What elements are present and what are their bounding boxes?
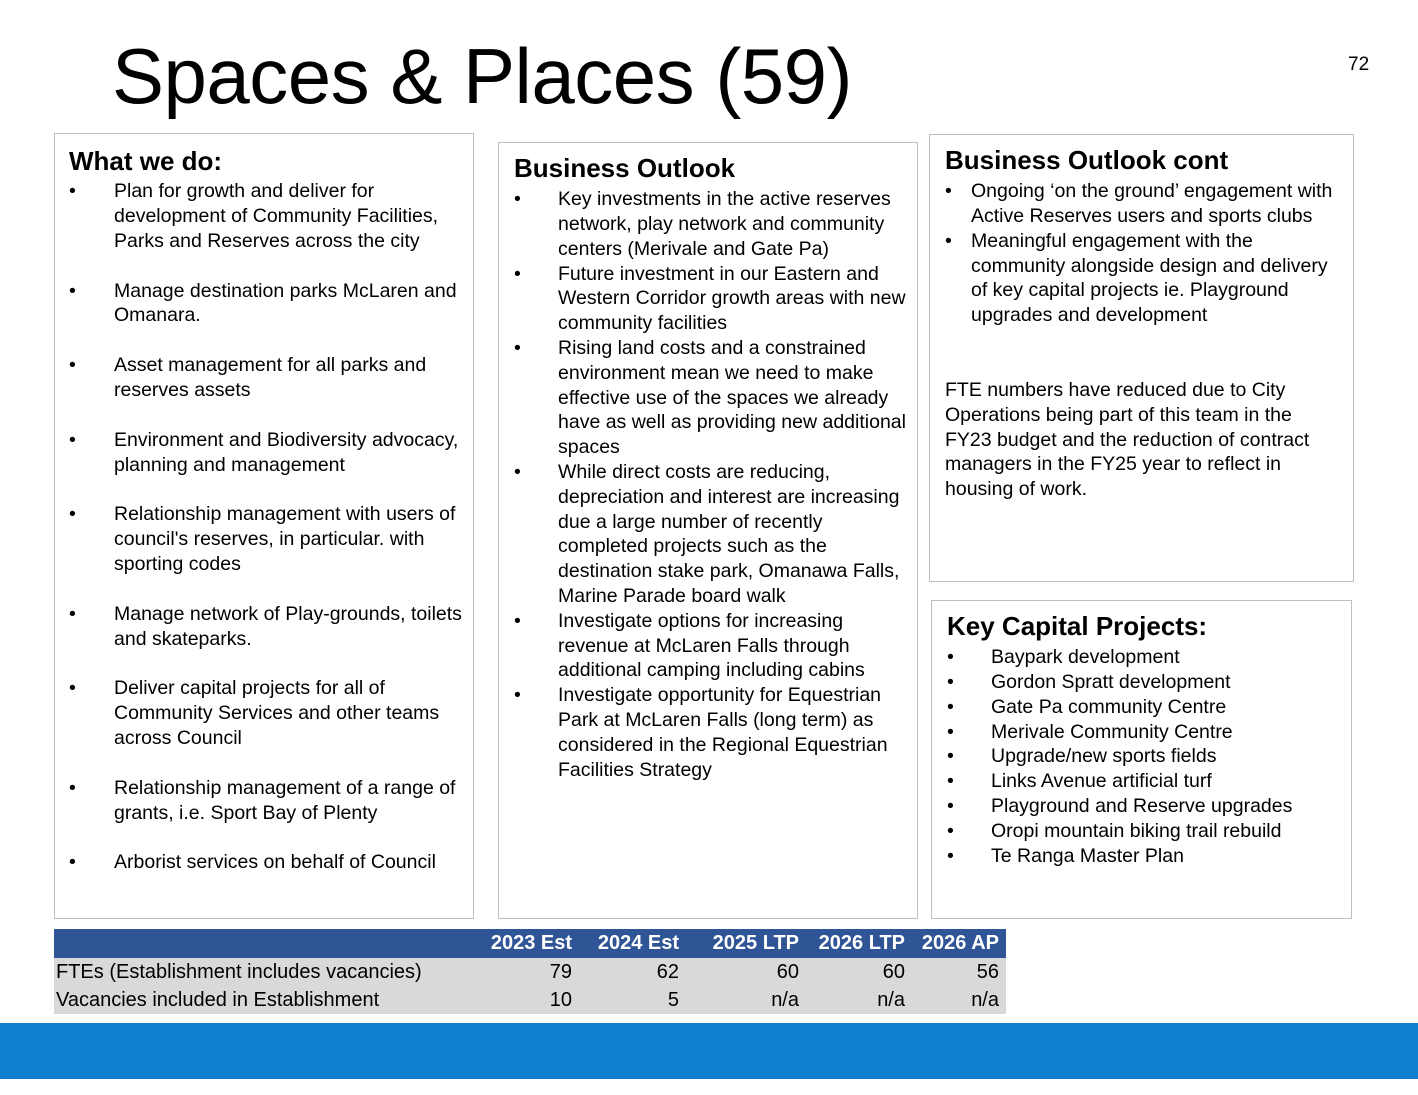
bullet-icon: •: [514, 460, 521, 483]
list-item: [947, 819, 1341, 844]
list-item-text: Relationship management of a range of grants, i.e. Sport Bay of Plenty: [114, 776, 456, 824]
bullet-icon: •: [69, 279, 76, 302]
list-item: [514, 262, 907, 336]
bullet-icon: •: [69, 851, 76, 874]
table-header-cell: 2026 LTP: [806, 929, 912, 958]
list-item: [947, 769, 1341, 794]
list-item: [514, 187, 907, 261]
list-item: [514, 460, 907, 609]
list-item-text: Meaningful engagement with the community alongside design and delivery of key capital projects ie. Playground upgrades and development: [971, 229, 1328, 327]
bullet-icon: •: [947, 770, 954, 793]
list-item: [514, 683, 907, 782]
bullet-icon: •: [945, 180, 952, 203]
list-item: [69, 179, 463, 253]
bullet-icon: •: [947, 745, 954, 768]
bullet-icon: •: [69, 776, 76, 799]
business-outlook-cont-list: [945, 179, 1343, 328]
fte-table: [54, 929, 1006, 1014]
list-item: [947, 744, 1341, 769]
slide-title: Spaces & Places (59): [112, 32, 853, 120]
table-cell: 56: [912, 958, 1006, 986]
list-item: [514, 609, 907, 683]
table-cell: 10: [474, 986, 579, 1014]
key-capital-projects-panel: [931, 600, 1352, 919]
bullet-icon: •: [945, 229, 952, 252]
bullet-icon: •: [69, 503, 76, 526]
list-item: [947, 720, 1341, 745]
table-header-cell: 2026 AP: [912, 929, 1006, 958]
table-cell: 5: [579, 986, 686, 1014]
list-item-text: Plan for growth and deliver for development of Community Facilities, Parks and Reserves across the city: [114, 180, 439, 252]
business-outlook-panel: [498, 142, 918, 919]
list-item: [947, 794, 1341, 819]
bullet-icon: •: [69, 180, 76, 203]
business-outlook-cont-heading: Business Outlook cont: [945, 145, 1229, 175]
page-number: 72: [1348, 54, 1370, 75]
business-outlook-cont-panel: [929, 134, 1354, 582]
table-header-row: [54, 929, 1006, 958]
list-item: [945, 179, 1343, 229]
fte-note: FTE numbers have reduced due to City Operations being part of this team in the FY23 budget and the reduction of contract managers in the FY25 year to reflect in housing of work.: [945, 378, 1310, 501]
bullet-icon: •: [514, 188, 521, 211]
table-cell: 62: [579, 958, 686, 986]
what-we-do-list: [69, 179, 463, 875]
list-item-text: Environment and Biodiversity advocacy, planning and management: [114, 428, 459, 476]
key-capital-projects-heading: Key Capital Projects:: [947, 611, 1208, 641]
list-item: [69, 279, 463, 329]
bullet-icon: •: [514, 609, 521, 632]
bullet-icon: •: [947, 794, 954, 817]
bullet-icon: •: [947, 646, 954, 669]
list-item-text: Te Ranga Master Plan: [991, 844, 1184, 867]
list-item: [945, 229, 1343, 328]
list-item-text: Asset management for all parks and reserves assets: [114, 354, 427, 401]
bullet-icon: •: [947, 844, 954, 867]
list-item-text: Investigate opportunity for Equestrian Park at McLaren Falls (long term) as considered in the Regional Equestrian Facilities Strategy: [558, 684, 888, 781]
list-item-text: Playground and Reserve upgrades: [991, 794, 1293, 817]
table-cell: n/a: [686, 986, 806, 1014]
table-cell: 60: [686, 958, 806, 986]
list-item-text: Future investment in our Eastern and Western Corridor growth areas with new community facilities: [558, 262, 906, 335]
list-item: [947, 695, 1341, 720]
list-item-text: Baypark development: [991, 646, 1180, 669]
key-capital-projects-list: [947, 645, 1341, 868]
bullet-icon: •: [69, 602, 76, 625]
list-item: [69, 353, 463, 403]
bullet-icon: •: [514, 336, 521, 359]
bullet-icon: •: [514, 262, 521, 285]
table-row: [54, 958, 1006, 986]
bullet-icon: •: [947, 819, 954, 842]
list-item-text: Gordon Spratt development: [991, 670, 1231, 693]
table-cell: 79: [474, 958, 579, 986]
table-cell: n/a: [806, 986, 912, 1014]
list-item-text: Upgrade/new sports fields: [991, 745, 1217, 768]
business-outlook-heading: Business Outlook: [514, 153, 736, 183]
list-item-text: Deliver capital projects for all of Community Services and other teams across Council: [114, 677, 440, 749]
list-item-text: Key investments in the active reserves network, play network and community centers (Merivale and Gate Pa): [558, 188, 891, 260]
list-item: [69, 502, 463, 576]
bullet-icon: •: [947, 670, 954, 693]
bullet-icon: •: [69, 428, 76, 451]
list-item-text: Merivale Community Centre: [991, 720, 1233, 743]
list-item-text: Gate Pa community Centre: [991, 695, 1227, 718]
what-we-do-panel: [54, 133, 474, 919]
bullet-icon: •: [514, 684, 521, 707]
list-item: [947, 645, 1341, 670]
table-row: [54, 986, 1006, 1014]
list-item: [947, 670, 1341, 695]
table-header-cell: 2025 LTP: [686, 929, 806, 958]
table-cell: 60: [806, 958, 912, 986]
table-cell: FTEs (Establishment includes vacancies): [54, 958, 474, 986]
footer-band: [0, 1023, 1418, 1079]
bullet-icon: •: [947, 695, 954, 718]
list-item-text: Manage network of Play-grounds, toilets and skateparks.: [114, 602, 462, 650]
list-item: [69, 602, 463, 652]
list-item-text: Investigate options for increasing revenue at McLaren Falls through additional camping including cabins: [558, 609, 865, 682]
list-item: [947, 844, 1341, 869]
list-item: [69, 850, 463, 875]
table-header-cell: 2024 Est: [579, 929, 686, 958]
business-outlook-list: [514, 187, 907, 782]
list-item: [69, 428, 463, 478]
table-cell: Vacancies included in Establishment: [54, 986, 474, 1014]
list-item: [514, 336, 907, 460]
list-item-text: While direct costs are reducing, depreciation and interest are increasing due a large number of recently completed projects such as the destination stake park, Omanawa Falls, Marine Parade board walk: [558, 460, 900, 607]
list-item-text: Arborist services on behalf of Council: [114, 851, 436, 874]
list-item-text: Manage destination parks McLaren and Omanara.: [114, 279, 457, 327]
list-item-text: Oropi mountain biking trail rebuild: [991, 819, 1282, 842]
list-item: [69, 776, 463, 826]
list-item-text: Links Avenue artificial turf: [991, 770, 1212, 793]
list-item-text: Rising land costs and a constrained environment mean we need to make effective use of the spaces we already have as well as providing new additional spaces: [558, 336, 906, 459]
list-item-text: Ongoing ‘on the ground’ engagement with Active Reserves users and sports clubs: [971, 180, 1333, 227]
bullet-icon: •: [947, 720, 954, 743]
what-we-do-heading: What we do:: [69, 146, 223, 176]
table-cell: n/a: [912, 986, 1006, 1014]
list-item: [69, 676, 463, 750]
table-header-cell: [54, 929, 474, 958]
table-header-cell: 2023 Est: [474, 929, 579, 958]
bullet-icon: •: [69, 354, 76, 377]
list-item-text: Relationship management with users of council's reserves, in particular. with sporting codes: [114, 503, 456, 575]
bullet-icon: •: [69, 677, 76, 700]
